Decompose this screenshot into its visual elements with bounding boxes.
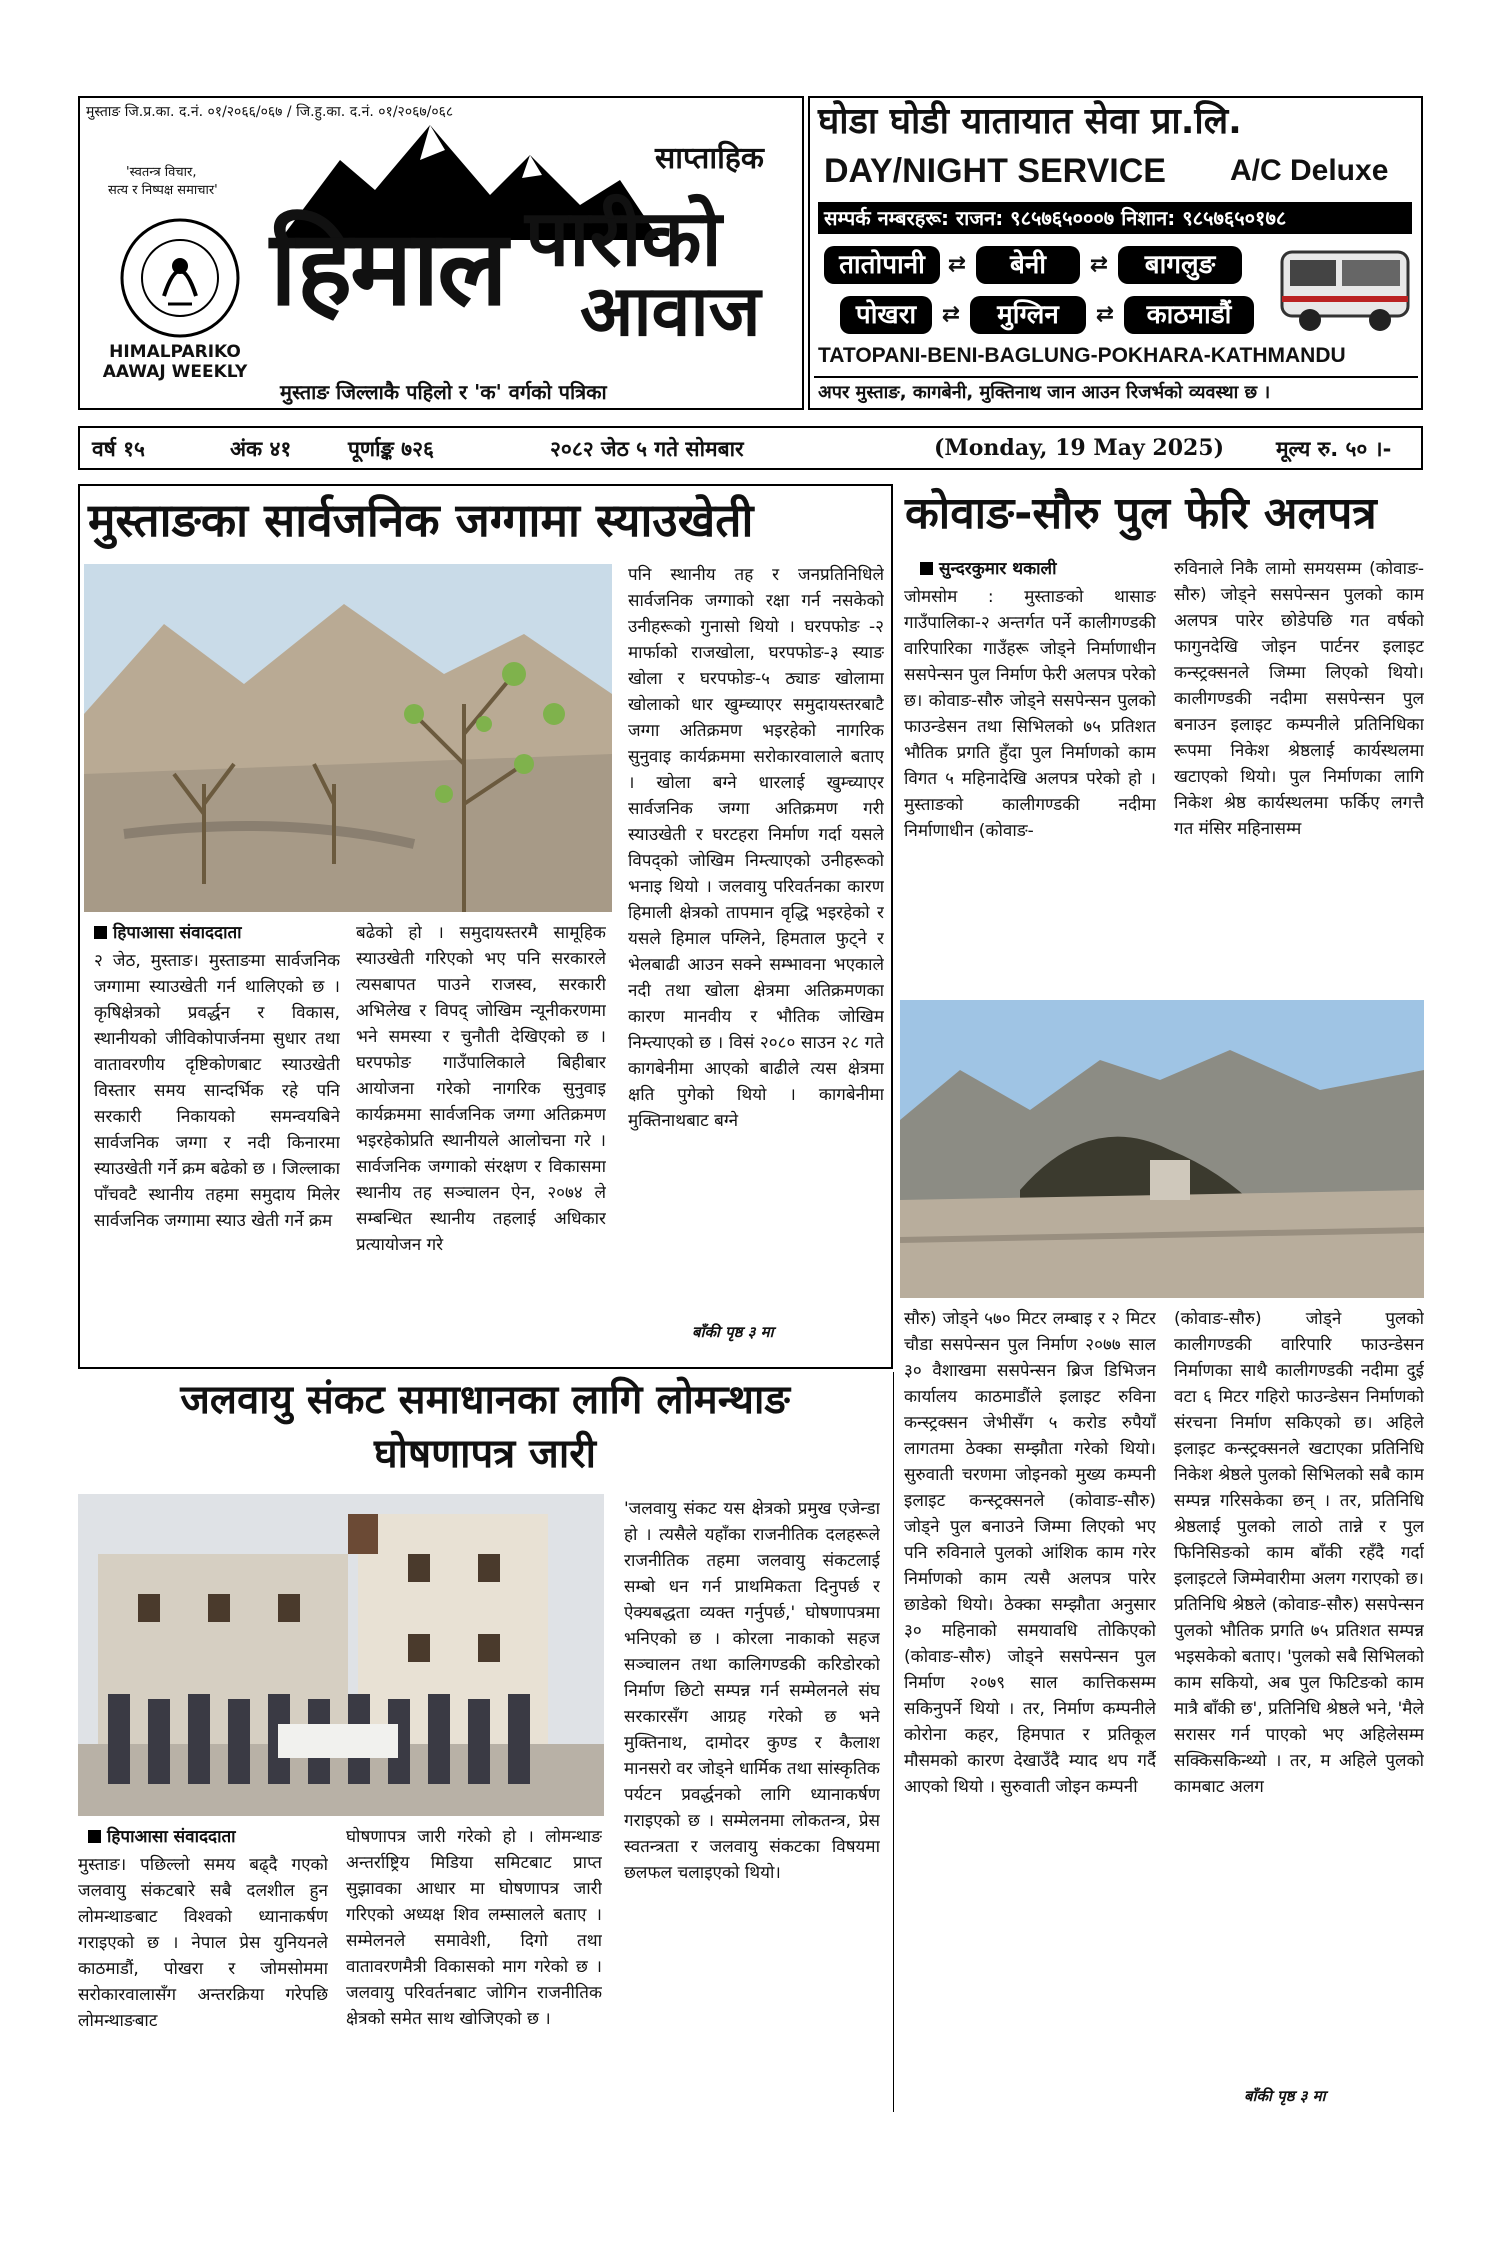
story2-headline: कोवाङ-सौरु पुल फेरि अलपत्र	[905, 488, 1377, 539]
bus-service-ad	[808, 96, 1423, 410]
town-muglin: मुग्लिन	[970, 296, 1086, 334]
title-himal: हिमाल	[270, 207, 506, 329]
route-arrow-icon: ⇄	[1089, 252, 1109, 277]
registration-text: मुस्ताङ जि.प्र.का. द.नं. ०१/२०६६/०६७ / जि.हु.का. द.नं. ०१/२०६७/०६८	[86, 104, 454, 120]
town-pokhara: पोखरा	[840, 296, 932, 334]
town-beni: बेनी	[976, 246, 1080, 284]
issue-total: पूर्णाङ्क ७२६	[348, 437, 434, 461]
bridge-site-photo	[900, 1000, 1424, 1298]
story3-headline-line1: जलवायु संकट समाधानका लागि लोमन्थाङ	[180, 1377, 790, 1423]
story2-column2: रुविनाले निकै लामो समयसम्म (कोवाङ-सौरु) जोड्ने ससपेन्सन पुलको काम अलपत्र पारेर छोडेपछि गत वर्षको फागुनदेखि जोइन पार्टनर इलाइट कन्स्ट्रक्सनले जिम्मा लिएको थियो। कालीगण्डकी नदीमा ससपेन्सन पुल बनाउन इलाइट कम्पनीले प्रतिनिधिका रूपमा निकेश श्रेष्ठलाई कार्यस्थलमा खटाएको थियो। पुल निर्माणका लागि निकेश श्रेष्ठ कार्यस्थलमा फर्किए लगत्तै गत मंसिर महिनासम्म	[1174, 559, 1424, 839]
story2-byline: सुन्दरकुमार थकाली	[920, 556, 1056, 579]
story1-headline: मुस्ताङका सार्वजनिक जग्गामा स्याउखेती	[88, 493, 754, 547]
issue-year: वर्ष १५	[92, 437, 145, 461]
story1-column1: २ जेठ, मुस्ताङ। मुस्ताङमा सार्वजनिक जग्गामा स्याउखेती गर्न थालिएको छ । कृषिक्षेत्रको प्रवर्द्धन र विकास, स्थानीयको जीविकोपार्जनमा सुधार तथा वातावरणीय दृष्टिकोणबाट स्याउखेती विस्तार समय सान्दर्भिक रहे पनि सरकारी निकायको समन्वयबिने सार्वजनिक जग्गा र नदी किनारमा स्याउखेती गर्ने क्रम बढेको छ । जिल्लाका पाँचवटै स्थानीय तहमा समुदाय मिलेर सार्वजनिक जग्गामा स्याउ खेती गर्ने क्रम	[94, 951, 340, 1231]
ad-service-text: DAY/NIGHT SERVICE	[824, 152, 1166, 190]
issue-info-bar	[78, 426, 1423, 470]
title-aawaj: आवाज	[580, 270, 761, 352]
route-arrow-icon: ⇄	[947, 252, 967, 277]
issue-number: अंक ४१	[230, 437, 292, 461]
weekly-label: साप्ताहिक	[655, 141, 764, 176]
ad-route-english: TATOPANI-BENI-BAGLUNG-POKHARA-KATHMANDU	[818, 344, 1346, 367]
slogan-line2: सत्य र निष्पक्ष समाचार'	[108, 183, 218, 198]
english-name-line1: HIMALPARIKO	[109, 342, 241, 362]
story3-column1: मुस्ताङ। पछिल्लो समय बढ्दै गएको जलवायु संकटबारे सबै दलशील हुन लोमन्थाङबाट विश्वको ध्यानाकर्षण गराइएको छ । नेपाल प्रेस युनियनले काठमाडौं, पोखरा र जोमसोममा सरोकारवालासँग अन्तरक्रिया गरेपछि लोमन्थाङबाट	[78, 1855, 328, 2031]
ad-contact-bar: सम्पर्क नम्बरहरू: राजन: ९८५७६५०००७ निशान: ९८५७६५०१७८	[818, 202, 1412, 234]
story2-column4: (कोवाङ-सौरु) जोड्ने पुलको कालीगण्डकी वारिपारि फाउन्डेसन निर्माणका साथै कालीगण्डकी नदीमा दुई वटा ६ मिटर गहिरो फाउन्डेसन निर्माणको संरचना निर्माण सकिएको छ। अहिले इलाइट कन्स्ट्रक्सनले खटाएका प्रतिनिधि निकेश श्रेष्ठले पुलको सिभिलको सबै काम सम्पन्न गरिसकेका छन् । तर, प्रतिनिधि श्रेष्ठलाई पुलको लाठो तान्ने र पुल फिनिसिङको काम बाँकी रहँदै गर्दा इलाइटले जिम्मेवारीमा अलग गराएको छ। प्रतिनिधि श्रेष्ठले (कोवाङ-सौरु) ससपेन्सन पुलको भौतिक प्रगति ७५ प्रतिशत सम्पन्न भइसकेको बताए। 'पुलको सबै सिभिलको काम सकियो, अब पुल फिटिङको काम मात्रै बाँकी छ', प्रतिनिधि श्रेष्ठले भने, 'मैले सरासर गर्न पाएको भए अहिलेसम्म सक्किसकिन्थ्यो । तर, म अहिले पुलको कामबाट अलग	[1174, 1309, 1424, 1797]
story1-byline: हिपाआसा संवाददाता	[94, 920, 242, 943]
story1-column3: पनि स्थानीय तह र जनप्रतिनिधिले सार्वजनिक जग्गाको रक्षा गर्न नसकेको उनीहरूको गुनासो थियो । घरपफोङ -२ मार्फाको राजखोला, घरपफोङ-३ स्याङ खोला र घरपफोङ-५ ठ्याङ खोलामा खोलाको धार खुम्च्याएर समुदायस्तरबाटै जग्गा अतिक्रमण भइरहेको नागरिक सुनुवाइ कार्यक्रममा सरोकारवालाले बताए । खोला बग्ने धारलाई खुम्च्याएर सार्वजनिक जग्गा अतिक्रमण गरी स्याउखेती र घरटहरा निर्माण गर्दा यसले विपद्को जोखिम निम्त्याएको उनीहरूको भनाइ थियो । जलवायु परिवर्तनका कारण हिमाली क्षेत्रको तापमान वृद्धि भइरहेको र यसले हिमाल पग्लिने, हिमताल फुट्ने र भेलबाढी आउन सक्ने सम्भावना भएकाले नदी तथा खोला क्षेत्रमा अतिक्रमणका कारण मानवीय र भौतिक जोखिम निम्त्याएको छ । विसं २०८० साउन २८ गते कागबेनीमा आएको बाढीले त्यस क्षेत्रमा क्षति पुगेको थियो । कागबेनीमा मुक्तिनाथबाट बग्ने	[628, 565, 884, 1131]
town-kathmandu: काठमाडौं	[1124, 296, 1254, 334]
lomanthang-group-photo	[78, 1494, 604, 1816]
masthead-box	[78, 96, 804, 410]
story3-column2: घोषणापत्र जारी गरेको हो । लोमन्थाङ अन्तर्राष्ट्रिय मिडिया समिटबाट प्राप्त सुझावका आधार मा घोषणापत्र जारी गरिएको अध्यक्ष शिव लम्सालले बताए । सम्मेलनले समावेशी, दिगो तथा वातावरणमैत्री विकासको माग गरेको छ । जलवायु परिवर्तनबाट जोगिन राजनीतिक क्षेत्रको समेत साथ खोजिएको छ ।	[346, 1827, 602, 2029]
bus-icon	[1276, 238, 1416, 338]
tagline: मुस्ताङ जिल्लाकै पहिलो र 'क' वर्गको पत्रिका	[280, 380, 607, 404]
route-arrow-icon: ⇄	[941, 302, 961, 327]
route-arrow-icon: ⇄	[1095, 302, 1115, 327]
town-baglung: बागलुङ	[1118, 246, 1242, 284]
story1-column2: बढेको हो । समुदायस्तरमै सामूहिक स्याउखेती गरिएको भए पनि सरकारले त्यसबापत पाउने राजस्व, सरकारी अभिलेख र विपद् जोखिम न्यूनीकरणमा भने समस्या र चुनौती देखिएको छ । घरपफोङ गाउँपालिकाले बिहीबार आयोजना गरेको नागरिक सुनुवाइ कार्यक्रममा सार्वजनिक जग्गा अतिक्रमण भइरहेकोप्रति स्थानीयले आलोचना गरे । सार्वजनिक जग्गाको संरक्षण र विकासमा स्थानीय तह सञ्चालन ऐन, २०७४ ले सम्बन्धित स्थानीय तहलाई अधिकार प्रत्यायोजन गरे	[356, 923, 606, 1255]
story3-byline: हिपाआसा संवाददाता	[88, 1824, 236, 1847]
column-divider	[893, 1372, 894, 2112]
slogan-line1: 'स्वतन्त्र विचार,	[126, 165, 197, 180]
town-tatopani: तातोपानी	[824, 246, 940, 284]
story3-headline-line2: घोषणापत्र जारी	[374, 1431, 596, 1477]
ad-deluxe-text: A/C Deluxe	[1230, 154, 1389, 187]
ad-footer: अपर मुस्ताङ, कागबेनी, मुक्तिनाथ जान आउन रिजर्भको व्यवस्था छ ।	[814, 376, 1418, 408]
english-name-line2: AAWAJ WEEKLY	[102, 362, 248, 382]
story2-continued: बाँकी पृष्ठ ३ मा	[1244, 2087, 1326, 2105]
title-pariko: पारीको	[525, 194, 722, 284]
story2-column3: सौरु) जोड्ने ५७० मिटर लम्बाइ र २ मिटर चौडा ससपेन्सन पुल निर्माण २०७७ साल ३० वैशाखमा ससपेन्सन ब्रिज डिभिजन कार्यालय काठमाडौंले इलाइट रुविना कन्स्ट्रक्सन जेभीसँग ५ करोड रुपैयाँ लागतमा ठेक्का सम्झौता गरेको थियो। सुरुवाती चरणमा जोइनको मुख्य कम्पनी इलाइट कन्स्ट्रक्सनले (कोवाङ-सौरु) जोड्ने पुल बनाउने जिम्मा लिएको भए पनि रुविनाले पुलको आंशिक काम गरेर निर्माणको काम त्यसै अलपत्र पारेर छाडेको थियो। ठेक्का सम्झौता अनुसार ३० महिनाको समयावधि तोकिएको (कोवाङ-सौरु) जोड्ने ससपेन्सन पुल निर्माण २०७९ साल कात्तिकसम्म सकिनुपर्ने थियो । तर, निर्माण कम्पनीले कोरोना कहर, हिमपात र प्रतिकूल मौसमको कारण देखाउँदै म्याद थप गर्दै आएको थियो । सुरुवाती जोइन कम्पनी	[904, 1309, 1156, 1797]
story-apple-farming	[78, 484, 893, 1369]
apple-orchard-photo	[84, 564, 612, 912]
issue-price: मूल्य रु. ५० ।-	[1276, 437, 1392, 461]
story3-column3: 'जलवायु संकट यस क्षेत्रको प्रमुख एजेन्डा हो । त्यसैले यहाँका राजनीतिक दलहरूले राजनीतिक तहमा जलवायु संकटलाई सम्बो धन गर्न प्राथमिकता दिनुपर्छ र ऐक्यबद्धता व्यक्त गर्नुपर्छ,' घोषणापत्रमा भनिएको छ । कोरला नाकाको सहज सञ्चालन तथा कालिगण्डकी करिडोरको निर्माण छिटो सम्पन्न गर्न सम्मेलनले संघ सरकारसँग आग्रह गरेको छ भने मुक्तिनाथ, दामोदर कुण्ड र कैलाश मानसरो वर जोड्ने धार्मिक तथा सांस्कृतिक पर्यटन प्रवर्द्धनको लागि ध्यानाकर्षण गराइएको छ । सम्मेलनमा लोकतन्त्र, प्रेस स्वतन्त्रता र जलवायु संकटका विषयमा छलफल चलाइएको थियो।	[624, 1499, 880, 1883]
story1-continued: बाँकी पृष्ठ ३ मा	[692, 1323, 774, 1341]
issue-date-english: (Monday, 19 May 2025)	[934, 435, 1225, 461]
issue-date-nepali: २०८२ जेठ ५ गते सोमबार	[550, 437, 744, 461]
ad-company-name: घोडा घोडी यातायात सेवा प्रा.लि.	[818, 101, 1242, 142]
newspaper-emblem-logo	[118, 216, 242, 340]
story2-column1: जोमसोम : मुस्ताङको थासाङ गाउँपालिका-२ अन्तर्गत पर्ने कालीगण्डकी वारिपारिका गाउँहरू जोड्ने निर्माणाधीन ससपेन्सन पुल निर्माण फेरी अलपत्र परेको छ। कोवाङ-सौरु जोड्ने ससपेन्सन पुलको फाउन्डेसन तथा सिभिलको ७५ प्रतिशत भौतिक प्रगति हुँदा पुल निर्माणको काम विगत ५ महिनादेखि अलपत्र परेको हो । मुस्ताङको कालीगण्डकी नदीमा निर्माणाधीन (कोवाङ-	[904, 587, 1156, 841]
